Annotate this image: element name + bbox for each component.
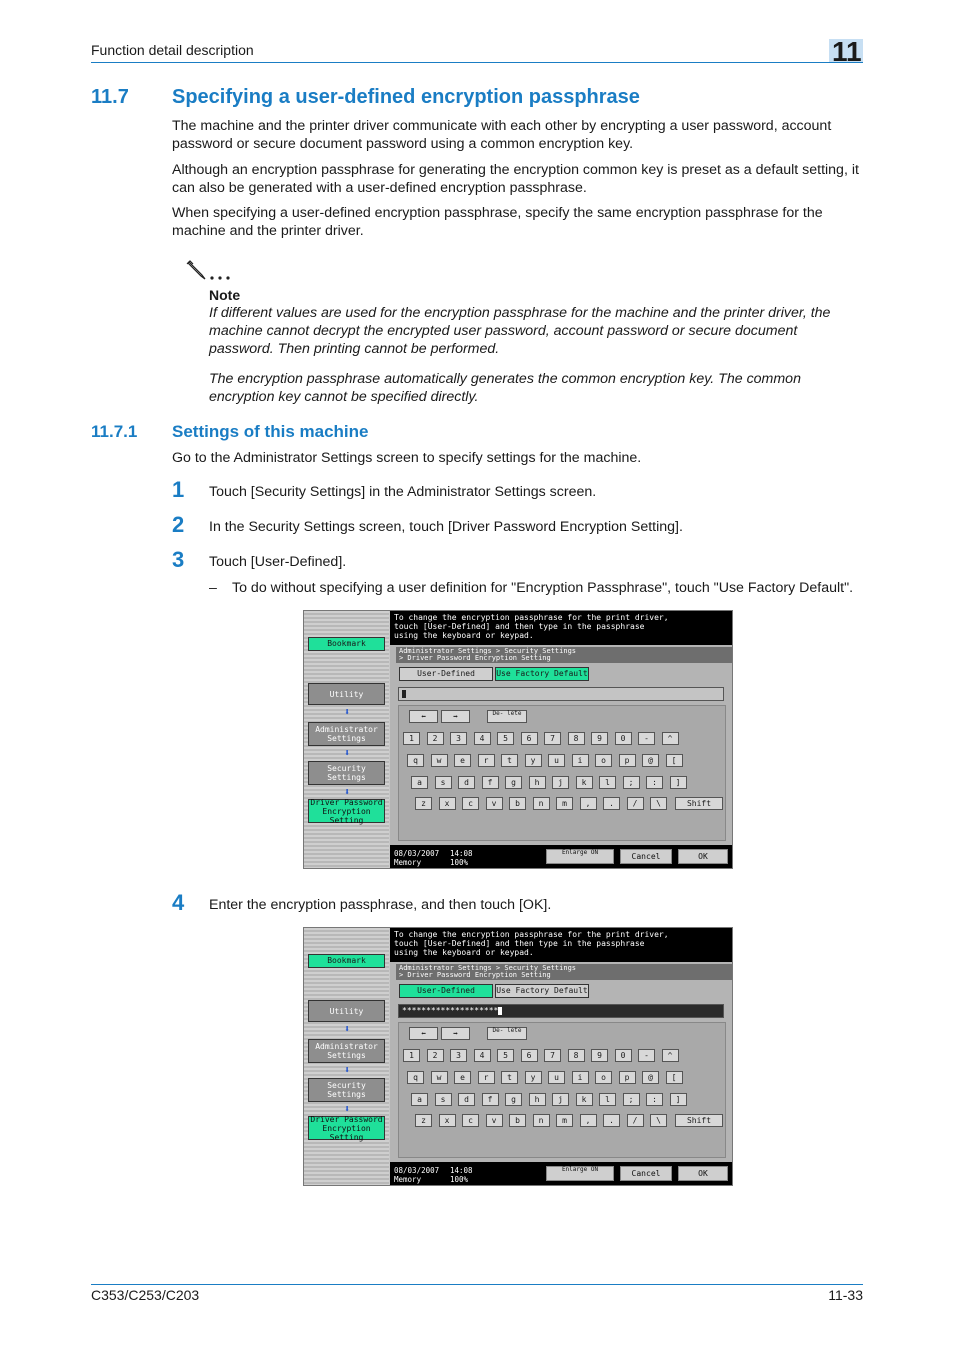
subsection-title: Settings of this machine <box>172 422 369 441</box>
key[interactable]: o <box>595 1071 612 1084</box>
keyboard <box>398 1022 726 1158</box>
time: 14:08 <box>450 849 473 858</box>
ok-button[interactable]: OK <box>678 849 728 864</box>
use-factory-default-button[interactable]: Use Factory Default <box>495 667 589 681</box>
key[interactable]: t <box>501 754 518 767</box>
left-panel <box>304 611 389 868</box>
key[interactable]: m <box>556 1114 573 1127</box>
breadcrumb-line: > Driver Password Encryption Setting <box>399 654 551 662</box>
main-panel <box>390 962 733 1162</box>
message-line: using the keyboard or keypad. <box>394 948 534 957</box>
key[interactable]: , <box>580 1114 597 1127</box>
pencil-icon <box>185 258 235 282</box>
key[interactable]: h <box>529 776 546 789</box>
key[interactable]: f <box>482 1093 499 1106</box>
key[interactable]: k <box>576 776 593 789</box>
memory-value: 100% <box>450 858 469 867</box>
key[interactable]: y <box>525 1071 542 1084</box>
right-arrow-key[interactable]: ➡ <box>441 1027 470 1040</box>
key[interactable]: g <box>505 1093 522 1106</box>
key[interactable]: 3 <box>450 732 467 745</box>
arrow-down-icon: ⬇ <box>343 787 351 798</box>
breadcrumb-line: Administrator Settings > Security Settings <box>399 964 577 972</box>
key[interactable]: / <box>627 1114 644 1127</box>
date: 08/03/2007 <box>394 1166 440 1175</box>
key[interactable]: ^ <box>662 732 679 745</box>
enlarge-button[interactable]: Enlarge ON <box>546 1166 614 1181</box>
cancel-button[interactable]: Cancel <box>620 849 672 864</box>
message-line: touch [User-Defined] and then type in the passphrase <box>394 622 645 631</box>
memory-value: 100% <box>450 1175 469 1184</box>
user-defined-button[interactable]: User-Defined <box>399 984 493 998</box>
key[interactable]: d <box>458 776 475 789</box>
key[interactable]: / <box>627 797 644 810</box>
text-cursor <box>498 1007 502 1015</box>
key[interactable]: u <box>548 1071 565 1084</box>
subsection-intro: Go to the Administrator Settings screen to specify settings for the machine. <box>172 450 642 466</box>
key[interactable]: 1 <box>403 732 420 745</box>
note-text-2: The encryption passphrase automatically generates the common encryption key. The common encryption key cannot be specified directly. <box>209 371 801 405</box>
header-rule <box>91 62 863 63</box>
step-text: Touch [Security Settings] in the Administrator Settings screen. <box>209 484 597 500</box>
passphrase-input[interactable] <box>398 687 724 701</box>
key[interactable]: s <box>435 1093 452 1106</box>
key[interactable]: f <box>482 776 499 789</box>
key[interactable]: 7 <box>544 1049 561 1062</box>
breadcrumb-line: > Driver Password Encryption Setting <box>399 971 551 979</box>
key[interactable]: 4 <box>474 1049 491 1062</box>
key[interactable]: 0 <box>615 1049 632 1062</box>
key[interactable]: q <box>407 754 424 767</box>
status-bar <box>390 1162 733 1186</box>
key[interactable]: g <box>505 776 522 789</box>
left-arrow-key[interactable]: ⬅ <box>409 1027 438 1040</box>
key[interactable]: p <box>619 1071 636 1084</box>
delete-key[interactable]: De- lete <box>487 1027 527 1040</box>
section-title: Specifying a user-defined encryption passphrase <box>172 86 640 108</box>
breadcrumb-line: Administrator Settings > Security Settings <box>399 647 577 655</box>
subsection-number: 11.7.1 <box>91 422 138 441</box>
key[interactable]: n <box>533 1114 550 1127</box>
key[interactable]: 9 <box>591 1049 608 1062</box>
bookmark-button[interactable]: Bookmark <box>308 954 385 968</box>
key[interactable]: ] <box>670 776 687 789</box>
key[interactable]: l <box>599 776 616 789</box>
message-line: touch [User-Defined] and then type in the passphrase <box>394 939 645 948</box>
key[interactable]: a <box>411 1093 428 1106</box>
key[interactable]: v <box>486 797 503 810</box>
arrow-down-icon: ⬇ <box>343 707 351 718</box>
key[interactable]: z <box>415 797 432 810</box>
key[interactable]: ^ <box>662 1049 679 1062</box>
key[interactable]: r <box>478 1071 495 1084</box>
key[interactable]: y <box>525 754 542 767</box>
text-cursor <box>402 690 406 698</box>
nav-button[interactable]: Administrator Settings <box>308 722 385 746</box>
ok-button[interactable]: OK <box>678 1166 728 1181</box>
key[interactable]: m <box>556 797 573 810</box>
footer-model: C353/C253/C203 <box>91 1287 200 1303</box>
running-header: Function detail description <box>91 42 254 58</box>
status-bar <box>390 845 733 869</box>
key[interactable]: b <box>509 1114 526 1127</box>
key[interactable]: [ <box>666 754 683 767</box>
step-text: In the Security Settings screen, touch [Driver Password Encryption Setting]. <box>209 519 683 535</box>
key[interactable]: - <box>638 732 655 745</box>
enlarge-button[interactable]: Enlarge ON <box>546 849 614 864</box>
step-text: Touch [User-Defined]. <box>209 554 347 570</box>
key[interactable]: [ <box>666 1071 683 1084</box>
key[interactable]: x <box>439 1114 456 1127</box>
nav-button[interactable]: Utility <box>308 683 385 705</box>
step-number: 4 <box>172 890 185 915</box>
key[interactable]: ; <box>623 776 640 789</box>
arrow-down-icon: ⬇ <box>343 1104 351 1115</box>
instruction-message <box>390 928 733 962</box>
key[interactable]: e <box>454 1071 471 1084</box>
key[interactable]: - <box>638 1049 655 1062</box>
nav-button[interactable]: Driver Password Encryption Setting <box>308 799 385 823</box>
cancel-button[interactable]: Cancel <box>620 1166 672 1181</box>
nav-button[interactable]: Security Settings <box>308 761 385 785</box>
arrow-down-icon: ⬇ <box>343 748 351 759</box>
key[interactable]: k <box>576 1093 593 1106</box>
key[interactable]: 5 <box>497 732 514 745</box>
paragraph-1: The machine and the printer driver communicate with each other by encrypting a user password, account password or secure document password using a common encryption key. <box>172 118 832 152</box>
footer-rule <box>91 1284 863 1285</box>
key[interactable]: w <box>431 1071 448 1084</box>
key[interactable]: t <box>501 1071 518 1084</box>
bookmark-button[interactable]: Bookmark <box>308 637 385 651</box>
key[interactable]: \ <box>650 1114 667 1127</box>
key[interactable]: 6 <box>521 732 538 745</box>
user-defined-button[interactable]: User-Defined <box>399 667 493 681</box>
key[interactable]: 8 <box>568 1049 585 1062</box>
key[interactable]: r <box>478 754 495 767</box>
key[interactable]: b <box>509 797 526 810</box>
key[interactable]: 5 <box>497 1049 514 1062</box>
key[interactable]: j <box>552 1093 569 1106</box>
key[interactable]: @ <box>642 754 659 767</box>
breadcrumb <box>396 964 732 980</box>
key[interactable]: ; <box>623 1093 640 1106</box>
step3-sub-note: To do without specifying a user definition for "Encryption Passphrase", touch "Use Factory Default". <box>232 580 854 596</box>
bullet-dash: – <box>209 580 217 596</box>
key[interactable]: 8 <box>568 732 585 745</box>
key[interactable]: o <box>595 754 612 767</box>
key[interactable]: 3 <box>450 1049 467 1062</box>
arrow-down-icon: ⬇ <box>343 1065 351 1076</box>
message-line: To change the encryption passphrase for the print driver, <box>394 613 669 622</box>
key[interactable]: . <box>603 1114 620 1127</box>
nav-button[interactable]: Administrator Settings <box>308 1039 385 1063</box>
time: 14:08 <box>450 1166 473 1175</box>
message-line: using the keyboard or keypad. <box>394 631 534 640</box>
key[interactable]: 2 <box>427 1049 444 1062</box>
key[interactable]: 0 <box>615 732 632 745</box>
note-text-1: If different values are used for the encryption passphrase for the machine and the printer driver, the machine cannot decrypt the encrypted user password, account password or secure document password. Then printing cannot be performed. <box>209 305 831 357</box>
shift-key[interactable]: Shift <box>675 1114 723 1127</box>
key[interactable]: 1 <box>403 1049 420 1062</box>
passphrase-value: ******************** <box>402 1006 499 1015</box>
screenshot-step4 <box>303 927 733 1186</box>
key[interactable]: n <box>533 797 550 810</box>
key[interactable]: i <box>572 1071 589 1084</box>
section-number: 11.7 <box>91 86 129 108</box>
key[interactable]: w <box>431 754 448 767</box>
key[interactable]: i <box>572 754 589 767</box>
nav-button[interactable]: Driver Password Encryption Setting <box>308 1116 385 1140</box>
delete-key[interactable]: De- lete <box>487 710 527 723</box>
key[interactable]: ] <box>670 1093 687 1106</box>
key[interactable]: h <box>529 1093 546 1106</box>
step-number: 3 <box>172 547 185 572</box>
left-panel <box>304 928 389 1185</box>
key[interactable]: 9 <box>591 732 608 745</box>
note-title: Note <box>209 287 241 303</box>
key[interactable]: 2 <box>427 732 444 745</box>
key[interactable]: u <box>548 754 565 767</box>
key[interactable]: @ <box>642 1071 659 1084</box>
use-factory-default-button[interactable]: Use Factory Default <box>495 984 589 998</box>
step-text: Enter the encryption passphrase, and then touch [OK]. <box>209 897 552 913</box>
key[interactable]: . <box>603 797 620 810</box>
key[interactable]: a <box>411 776 428 789</box>
key[interactable]: z <box>415 1114 432 1127</box>
nav-button[interactable]: Security Settings <box>308 1078 385 1102</box>
instruction-message <box>390 611 733 645</box>
paragraph-2: Although an encryption passphrase for generating the encryption common key is preset as a default setting, it can also be generated with a user-defined encryption passphrase. <box>172 162 859 196</box>
nav-button[interactable]: Utility <box>308 1000 385 1022</box>
key[interactable]: : <box>646 1093 663 1106</box>
key[interactable]: j <box>552 776 569 789</box>
left-arrow-key[interactable]: ⬅ <box>409 710 438 723</box>
page-number: 11-33 <box>828 1287 863 1303</box>
key[interactable]: x <box>439 797 456 810</box>
key[interactable]: v <box>486 1114 503 1127</box>
key[interactable]: , <box>580 797 597 810</box>
key[interactable]: l <box>599 1093 616 1106</box>
key[interactable]: c <box>462 797 479 810</box>
key[interactable]: q <box>407 1071 424 1084</box>
memory-label: Memory <box>394 858 422 867</box>
key[interactable]: p <box>619 754 636 767</box>
key[interactable]: \ <box>650 797 667 810</box>
screenshot-step3 <box>303 610 733 869</box>
key[interactable]: c <box>462 1114 479 1127</box>
step-number: 2 <box>172 512 185 537</box>
keyboard <box>398 705 726 841</box>
step-number: 1 <box>172 477 185 502</box>
key[interactable]: 4 <box>474 732 491 745</box>
chapter-number: 11 <box>832 36 862 67</box>
key[interactable]: 6 <box>521 1049 538 1062</box>
date: 08/03/2007 <box>394 849 440 858</box>
paragraph-3: When specifying a user-defined encryption passphrase, specify the same encryption passphrase for the machine and the printer driver. <box>172 205 823 239</box>
key[interactable]: s <box>435 776 452 789</box>
main-panel <box>390 645 733 845</box>
breadcrumb <box>396 647 732 663</box>
key[interactable]: 7 <box>544 732 561 745</box>
key[interactable]: e <box>454 754 471 767</box>
key[interactable]: d <box>458 1093 475 1106</box>
shift-key[interactable]: Shift <box>675 797 723 810</box>
memory-label: Memory <box>394 1175 422 1184</box>
message-line: To change the encryption passphrase for the print driver, <box>394 930 669 939</box>
right-arrow-key[interactable]: ➡ <box>441 710 470 723</box>
arrow-down-icon: ⬇ <box>343 1024 351 1035</box>
passphrase-input[interactable] <box>398 1004 724 1018</box>
key[interactable]: : <box>646 776 663 789</box>
